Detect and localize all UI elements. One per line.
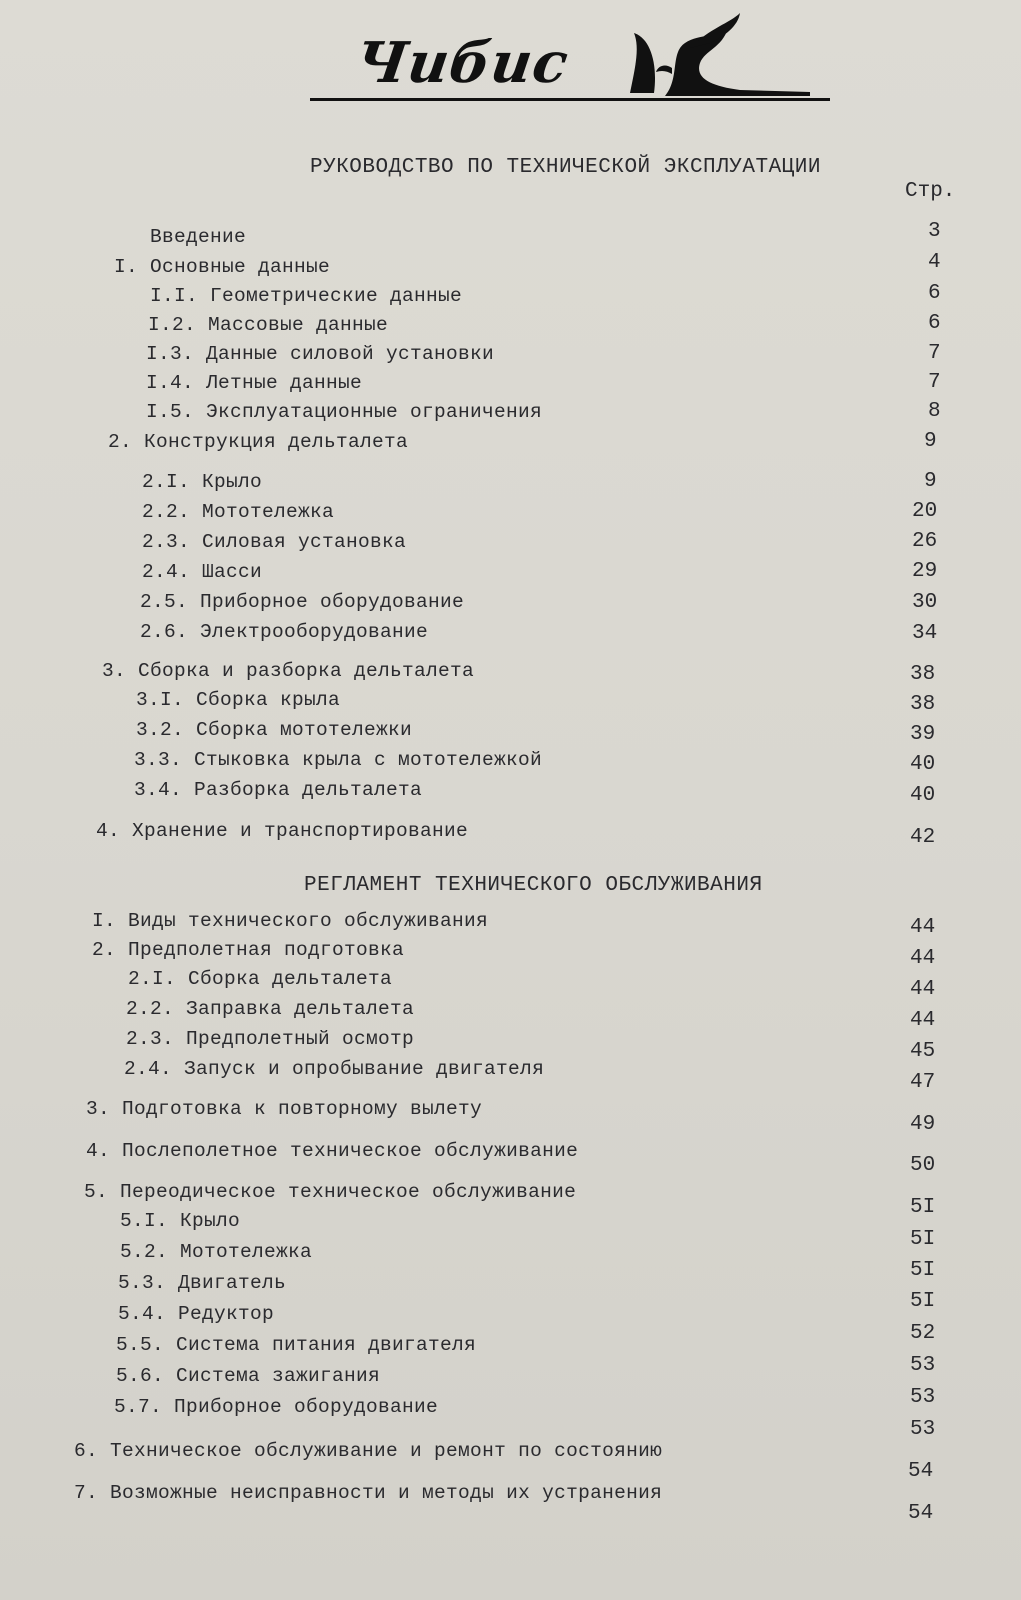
toc-entry: 3. Подготовка к повторному вылету [86, 1098, 483, 1120]
toc-entry: 4. Послеполетное техническое обслуживание [86, 1140, 579, 1162]
toc-page: 53 [910, 1354, 936, 1377]
toc-page: 44 [910, 916, 936, 939]
toc-page: 39 [910, 723, 936, 746]
toc-page: 5I [910, 1196, 936, 1219]
section1-title: РУКОВОДСТВО ПО ТЕХНИЧЕСКОЙ ЭКСПЛУАТАЦИИ [310, 156, 821, 179]
toc-page: 38 [910, 663, 936, 686]
toc-entry: I.2. Массовые данные [148, 314, 389, 336]
toc-page: 29 [912, 560, 938, 583]
toc-page: 49 [910, 1113, 936, 1136]
toc-page: 3 [928, 220, 941, 243]
toc-entry: I. Основные данные [114, 256, 331, 278]
toc-entry: 5.I. Крыло [120, 1210, 241, 1232]
toc-page: 7 [928, 342, 941, 365]
logo [310, 8, 830, 108]
toc-page: 5I [910, 1290, 936, 1313]
toc-entry: 4. Хранение и транспортирование [96, 820, 469, 842]
toc-page: 4 [928, 251, 941, 274]
toc-page: 44 [910, 1009, 936, 1032]
toc-page: 34 [912, 622, 938, 645]
toc-page: 45 [910, 1040, 936, 1063]
toc-page: 52 [910, 1322, 936, 1345]
toc-entry: 2.I. Сборка дельталета [128, 968, 393, 990]
bird-emblem-icon [610, 8, 830, 103]
toc-entry: 3. Сборка и разборка дельталета [102, 660, 475, 682]
toc-page: 40 [910, 784, 936, 807]
toc-entry: 5.4. Редуктор [118, 1303, 275, 1325]
toc-page: 5I [910, 1228, 936, 1251]
toc-entry: 2.6. Электрооборудование [140, 621, 429, 643]
toc-entry: 2.2. Заправка дельталета [126, 998, 415, 1020]
toc-entry: 2.4. Шасси [142, 561, 263, 583]
toc-entry: 5.5. Система питания двигателя [116, 1334, 477, 1356]
toc-entry: 7. Возможные неисправности и методы их устранения [74, 1482, 663, 1504]
toc-entry: 5.2. Мототележка [120, 1241, 313, 1263]
toc-page: 5I [910, 1259, 936, 1282]
toc-page: 30 [912, 591, 938, 614]
toc-entry: 2. Конструкция дельталета [108, 431, 409, 453]
toc-page: 9 [924, 470, 937, 493]
toc-page: 20 [912, 500, 938, 523]
toc-entry: I.5. Эксплуатационные ограничения [146, 401, 543, 423]
toc-entry: 5.7. Приборное оборудование [114, 1396, 439, 1418]
toc-entry: 2.3. Силовая установка [142, 531, 407, 553]
toc-page: 44 [910, 947, 936, 970]
toc-entry: I. Виды технического обслуживания [92, 910, 489, 932]
toc-page: 8 [928, 400, 941, 423]
section2-title: РЕГЛАМЕНТ ТЕХНИЧЕСКОГО ОБСЛУЖИВАНИЯ [304, 874, 763, 897]
toc-page: 47 [910, 1071, 936, 1094]
toc-entry: 5.6. Система зажигания [116, 1365, 381, 1387]
toc-entry: 5. Переодическое техническое обслуживание [84, 1181, 577, 1203]
page-column-header: Стр. [905, 180, 956, 203]
toc-page: 42 [910, 826, 936, 849]
toc-entry: 2. Предполетная подготовка [92, 939, 405, 961]
toc-entry: 3.3. Стыковка крыла с мототележкой [134, 749, 543, 771]
toc-page: 44 [910, 978, 936, 1001]
toc-page: 54 [908, 1460, 934, 1483]
toc-entry: I.3. Данные силовой установки [146, 343, 495, 365]
toc-entry: 5.3. Двигатель [118, 1272, 287, 1294]
toc-entry: 3.4. Разборка дельталета [134, 779, 423, 801]
toc-entry: 3.2. Сборка мототележки [136, 719, 413, 741]
toc-page: 54 [908, 1502, 934, 1525]
toc-page: 9 [924, 430, 937, 453]
toc-entry: 2.I. Крыло [142, 471, 263, 493]
toc-page: 50 [910, 1154, 936, 1177]
toc-entry: Введение [150, 226, 247, 248]
toc-page: 53 [910, 1418, 936, 1441]
toc-entry: 6. Техническое обслуживание и ремонт по состоянию [74, 1440, 663, 1462]
logo-text: Чибис [351, 30, 573, 96]
toc-page: 40 [910, 753, 936, 776]
toc-page: 26 [912, 530, 938, 553]
toc-entry: 2.3. Предполетный осмотр [126, 1028, 415, 1050]
toc-entry: 2.5. Приборное оборудование [140, 591, 465, 613]
toc-entry: 2.2. Мототележка [142, 501, 335, 523]
toc-page: 38 [910, 693, 936, 716]
logo-underline [310, 98, 830, 101]
toc-page: 6 [928, 312, 941, 335]
toc-entry: I.4. Летные данные [146, 372, 363, 394]
toc-entry: 3.I. Сборка крыла [136, 689, 341, 711]
toc-page: 6 [928, 282, 941, 305]
toc-entry: 2.4. Запуск и опробывание двигателя [124, 1058, 545, 1080]
toc-page: 53 [910, 1386, 936, 1409]
toc-page: 7 [928, 371, 941, 394]
toc-entry: I.I. Геометрические данные [150, 285, 463, 307]
